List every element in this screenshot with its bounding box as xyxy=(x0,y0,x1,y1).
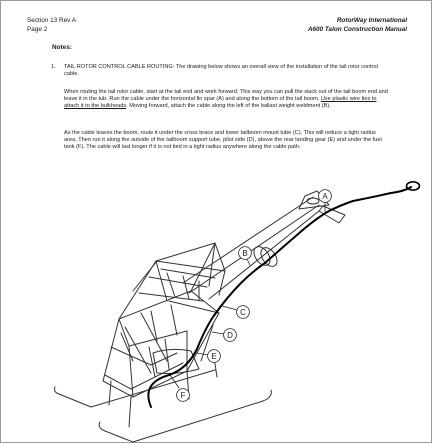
callout-c xyxy=(222,306,249,319)
svg-text:D: D xyxy=(227,331,233,340)
cable-routing-drawing xyxy=(1,1,432,444)
callout-b xyxy=(239,247,252,265)
svg-text:C: C xyxy=(240,308,246,317)
cable-end-fitting xyxy=(407,182,420,190)
paragraph-2-text-b: . Moving forward, attach the cable along the left of the ballast weight weldment (B). xyxy=(126,103,331,110)
svg-text:A: A xyxy=(322,192,328,201)
tail-rotor-cable xyxy=(148,187,411,407)
svg-text:E: E xyxy=(211,352,217,361)
paragraph-2-underlined: Use plastic wire ties to attach it to the bulkheads xyxy=(64,96,377,110)
note-number: 1. xyxy=(51,64,56,70)
note-1-paragraph-3: As the cable leaves the boom, route it under the cross brace and lower tailboom mount tube (C). This will reduce a tight radius area. Then run it along the outside of the tailboom support tube, pilot side (D), above the rear landing gear (E) and under the fuel tank (F). The cable will last longer if it is not tied in a tight radius anywhere along the cable path. xyxy=(64,130,382,151)
notes-heading: Notes: xyxy=(52,44,72,51)
note-1-text: TAIL ROTOR CONTROL CABLE ROUTING: The drawing below shows an overall view of the installation of the tail rotor control cable. xyxy=(64,64,378,78)
callout-e xyxy=(197,350,220,363)
svg-text:F: F xyxy=(180,391,186,400)
section-label: Section 13 Rev A xyxy=(27,17,77,24)
page-number: Page 2 xyxy=(27,25,48,33)
svg-text:B: B xyxy=(242,249,248,258)
airframe xyxy=(55,191,346,442)
callout-d xyxy=(212,329,236,342)
manual-title: A600 Talon Construction Manual xyxy=(307,25,407,33)
paragraph-2-text-a: When routing the tail rotor cable, start at the tail end and work forward. This way you can pull the slack out of the tail boom end and leave it in the tub. Run the cable under the horizontal fin spar (A) and along the bottom of the tail boom. xyxy=(64,89,388,103)
company-name: RotorWay International xyxy=(336,17,407,24)
